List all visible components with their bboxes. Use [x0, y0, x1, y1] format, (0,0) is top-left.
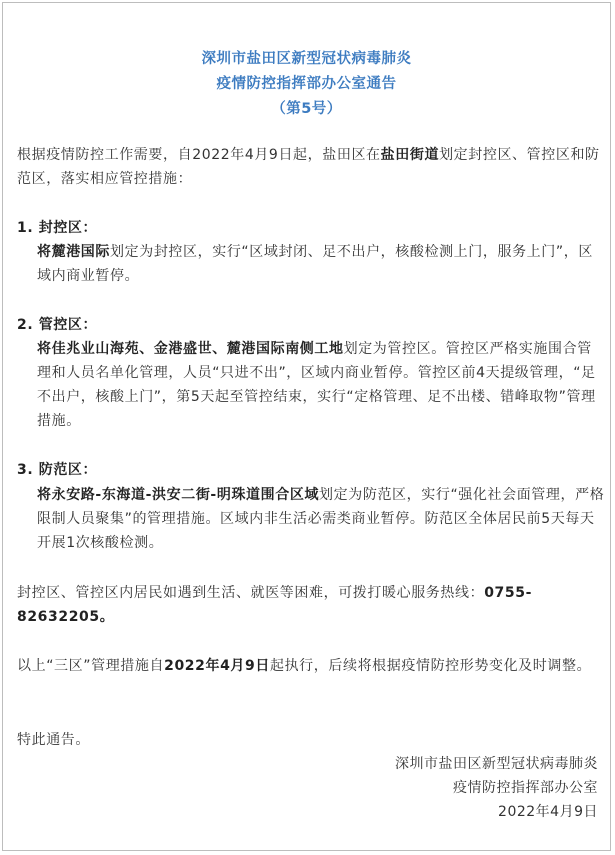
highlight-street: 盐田街道 [380, 147, 440, 163]
section-3-heading: 3. 防范区： [17, 462, 98, 478]
hotline-paragraph: 封控区、管控区内居民如遇到生活、就医等困难，可拨打暖心服务热线：0755-82632205。 [17, 585, 532, 625]
section-3-body: 将永安路-东海道-洪安二街-明珠道围合区域划定为防范区，实行“强化社会面管理，严格限制人员聚集”的管理措施。区域内非生活必需类商业暂停。防范区全体居民前5天每天开展1次核酸检测。 [37, 487, 605, 551]
section-1-body: 将麓港国际划定为封控区，实行“区域封闭、足不出户，核酸检测上门，服务上门”，区域内商业暂停。 [37, 244, 593, 284]
section-1-heading: 1. 封控区： [17, 220, 98, 236]
closing-text: 特此通告。 [17, 732, 90, 748]
signature-date: 2022年4月9日 [498, 804, 598, 820]
signature-org-line-1: 深圳市盐田区新型冠状病毒肺炎 [395, 756, 598, 772]
signature-org-line-2: 疫情防控指挥部办公室 [453, 780, 598, 796]
section-2-area: 佳兆业山海苑、金港盛世、麓港国际南侧工地 [51, 341, 344, 357]
notice-title-line-1: 深圳市盐田区新型冠状病毒肺炎 [201, 51, 412, 67]
section-3-area: 永安路-东海道-洪安二街-明珠道围合区域 [51, 487, 320, 503]
section-1-area: 麓港国际 [51, 244, 111, 260]
hotline-number: 0755-82632205。 [17, 585, 532, 625]
intro-paragraph: 根据疫情防控工作需要，自2022年4月9日起，盐田区在盐田街道划定封控区、管控区和防范区，落实相应管控措施： [17, 147, 600, 187]
notice-title-line-2: 疫情防控指挥部办公室通告 [216, 76, 397, 92]
effective-paragraph: 以上“三区”管理措施自2022年4月9日起执行，后续将根据疫情防控形势变化及时调整。 [17, 658, 592, 674]
notice-number: （第5号） [271, 101, 342, 117]
notice-frame [2, 2, 611, 851]
section-2-body: 将佳兆业山海苑、金港盛世、麓港国际南侧工地划定为管控区。管控区严格实施围合管理和人员名单化管理，人员“只进不出”，区域内商业暂停。管控区前4天提级管理，“足不出户，核酸上门”，第5天起至管控结束，实行“定格管理、足不出楼、错峰取物”管理措施。 [37, 341, 596, 429]
effective-date: 2022年4月9日 [164, 658, 270, 674]
section-2-heading: 2. 管控区： [17, 317, 98, 333]
